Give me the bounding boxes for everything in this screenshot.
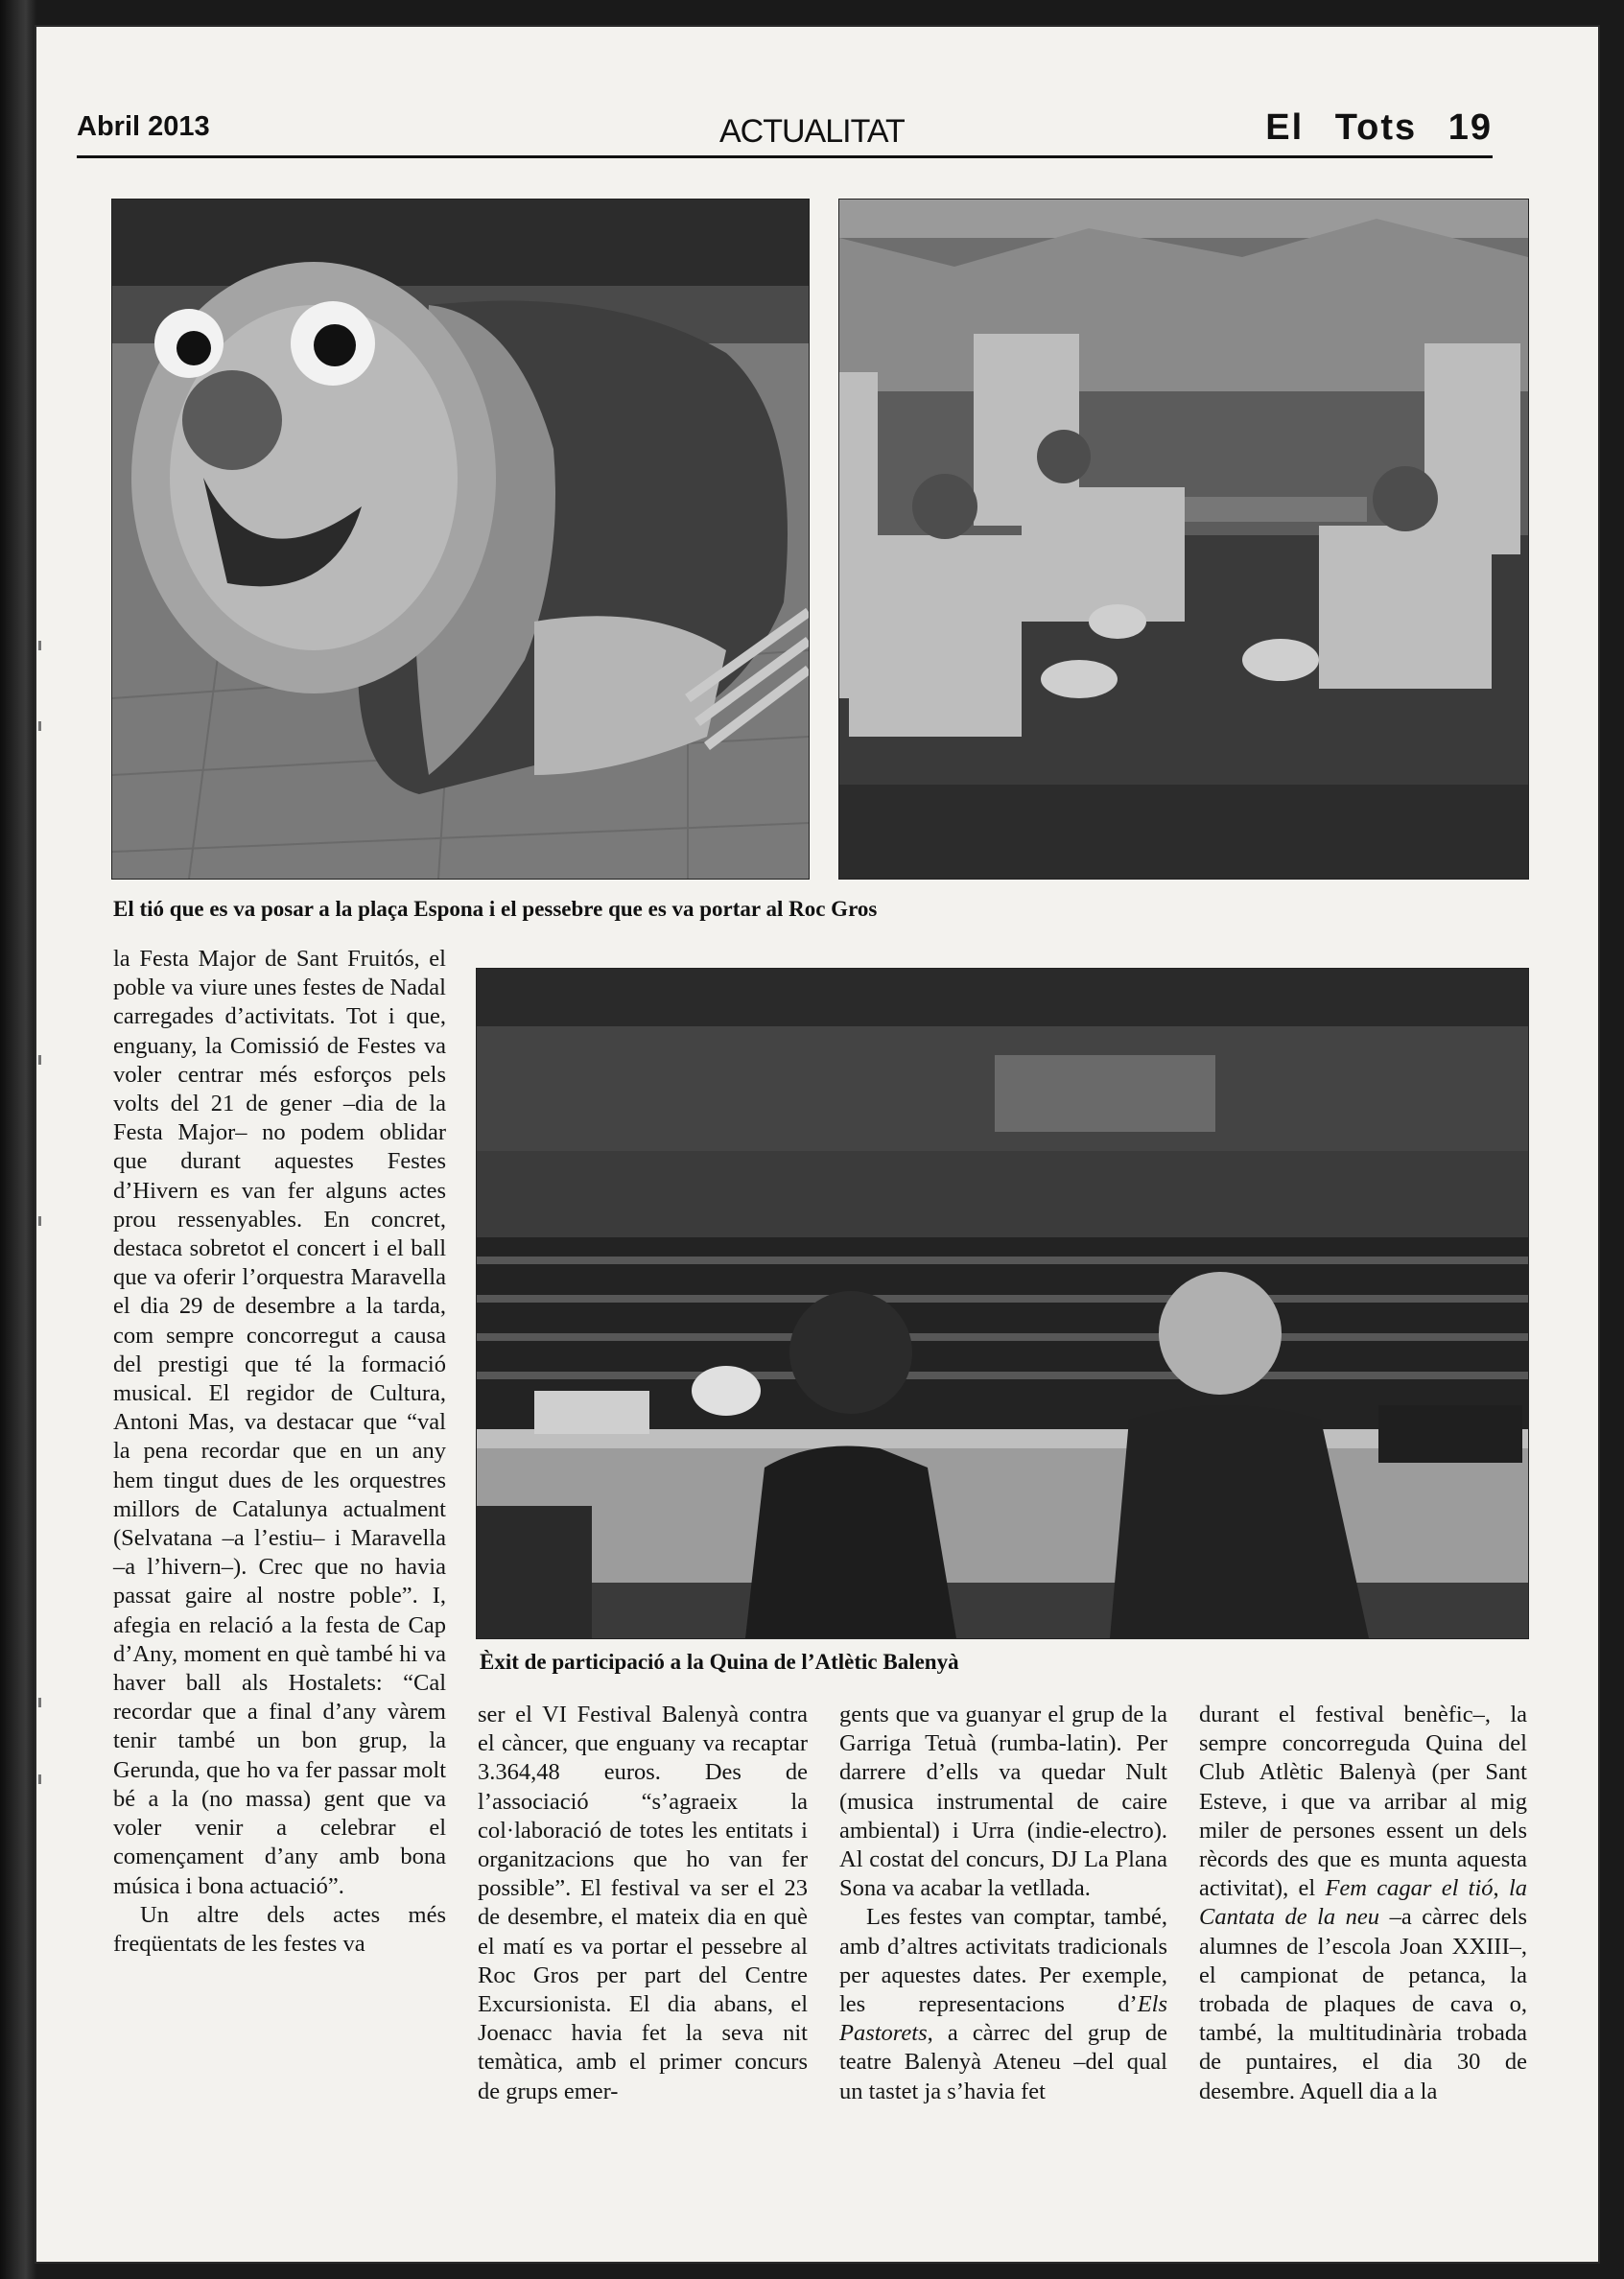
col4-separator: , [1493,1875,1509,1902]
book-gutter-shadow [0,0,36,2279]
col1-paragraph-1: la Festa Major de Sant Fruitós, el poble va viure unes festes de Nadal carregades d’activitats. Tot i que, enguany, la Comissió de Festes va voler centrar més esforços pels volts del 21 de gener –dia de la Festa Major– no podem oblidar que durant aquestes Festes d’Hivern es van fer alguns actes prou ressenyables. En concret, destaca sobretot el concert i el ball que va oferir l’orquestra Maravella el dia 29 de desembre a la tarda, com sempre concorregut a causa del prestigi que té la formació musical. El regidor de Cultura, Antoni Mas, va destacar que “val la pena recordar que en un any hem tingut dues de les orquestres millors de Catalunya actualment (Selvatana –a l’estiu– i Maravella –a l’hivern–). Crec que no havia passat gaire al nostre poble”. I, afegia en relació a la festa de Cap d’Any, moment en què també hi va haver ball als Hostalets: “Cal recordar que a final d’any vàrem tenir també un bon grup, la Gerunda, que ho va fer passar molt bé a la (no massa) gent que va voler venir a celebrar el començament d’any amb bona música i bona actuació”. [113,946,446,1899]
article-column-4 [1199,1701,1527,2106]
col2-paragraph: ser el VI Festival Balenyà contra el càncer, que enguany va recaptar 3.364,48 euros. Des de l’associació “s’agraeix la col·laboració de totes les entitats i organitzacions que ho van fer possible”. El festival va ser el 23 de desembre, el mateix dia en què el matí es va portar el pessebre al Roc Gros per part del Centre Excursionista. El dia abans, el Joenacc havia fet la seva nit temàtica, amb el primer concurs de grups emer- [478,1702,808,2104]
col1-paragraph-2: Un altre dels actes més freqüentats de les festes va [113,1901,446,1957]
col3-text-b: , a càrrec del grup de teatre Balenyà Ateneu –del qual un tastet ja s’havia fet [839,2020,1167,2104]
page-number: 19 [1447,107,1493,148]
pessebre-photo [838,199,1529,880]
quina-photo-caption: Èxit de participació a la Quina de l’Atlètic Balenyà [480,1650,959,1674]
col3-text-a: Les festes van comptar, també, amb d’altres activitats tradicionals per aquestes dates. Per exemple, les representacions d’ [839,1904,1167,2018]
page-header [77,84,1493,153]
publication-and-page [1265,107,1493,149]
issue-date: Abril 2013 [77,111,210,142]
col3-paragraph-2 [839,1903,1167,2105]
fem-cagar-el-tio-title: Fem cagar el tió [1325,1875,1494,1902]
article-column-3 [839,1701,1167,2106]
quina-photo [476,968,1529,1639]
publication-name: El Tots [1265,107,1418,148]
article-column-1 [113,945,446,1959]
header-rule [77,155,1493,158]
tio-photo [111,199,810,880]
top-photos-caption: El tió que es va posar a la plaça Espona i el pessebre que es va portar al Roc Gros [113,897,878,921]
section-title: ACTUALITAT [719,113,905,150]
article-column-2 [478,1701,808,2106]
col4-paragraph [1199,1701,1527,2106]
col4-text-b: –a càrrec dels alumnes de l’escola Joan XXIII–, el campionat de petanca, la trobada de plaques de cava o, també, la multitudinària trobada de puntaires, el dia 30 de desembre. Aquell dia a la [1199,1904,1528,2104]
col4-text-a: durant el festival benèfic–, la sempre concorreguda Quina del Club Atlètic Balenyà (per Sant Esteve, i que va arribar al mig miler de persones essent un dels rècords des que es munta aquesta activitat), el [1199,1702,1527,1902]
cantata-de-la-neu-title: la Cantata de la neu [1199,1875,1527,1931]
els-pastorets-title: Els Pastorets [839,1991,1167,2047]
col3-paragraph-1: gents que va guanyar el grup de la Garriga Tetuà (rumba-latin). Per darrere d’ells va quedar Nult (musica instrumental de caire ambiental) i Urra (indie-electro). Al costat del concurs, DJ La Plana Sona va acabar la vetllada. [839,1702,1167,1902]
